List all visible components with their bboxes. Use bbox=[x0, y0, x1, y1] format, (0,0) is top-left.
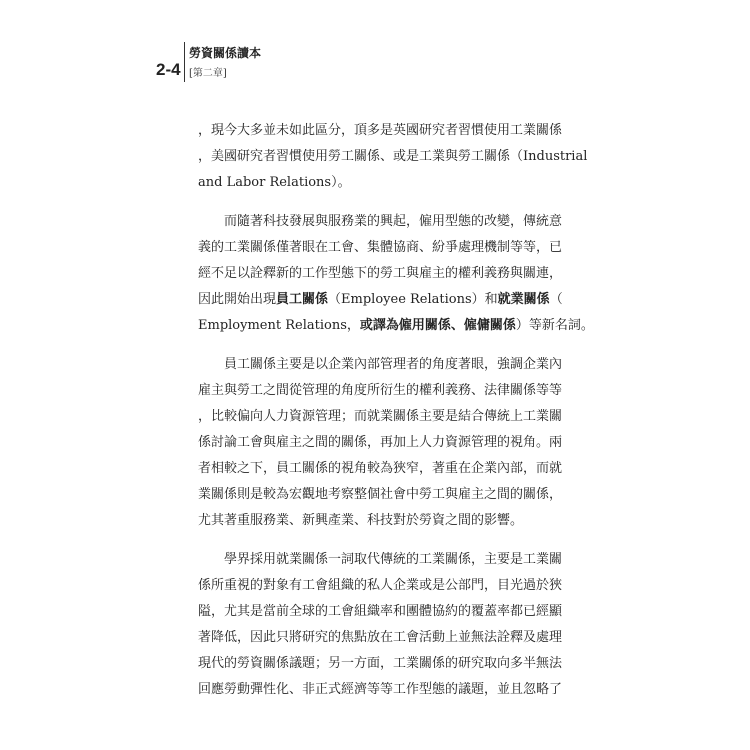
paragraph-1 bbox=[198, 118, 588, 196]
text-line: 雇主與勞工之間從管理的角度所衍生的權利義務、法律關係等等 bbox=[198, 383, 563, 398]
page-number: 2-4 bbox=[156, 60, 181, 79]
text-line: 經不足以詮釋新的工作型態下的勞工與雇主的權利義務與關連， bbox=[198, 266, 563, 281]
text-line: 學界採用就業關係一詞取代傳統的工業關係，主要是工業關 bbox=[198, 552, 563, 567]
paragraph-4 bbox=[198, 547, 572, 703]
text-line: 者相較之下，員工關係的視角較為狹窄，著重在企業內部，而就 bbox=[198, 461, 563, 476]
text-line: 係討論工會與雇主之間的關係，再加上人力資源管理的視角。兩 bbox=[198, 435, 563, 450]
header-divider bbox=[184, 42, 185, 82]
text-line: ，現今大多並未如此區分，頂多是英國研究者習慣使用工業關係 bbox=[198, 123, 563, 138]
running-header bbox=[150, 40, 270, 84]
text-line: ，美國研究者習慣使用勞工關係、或是工業與勞工關係（Industrial bbox=[198, 149, 588, 164]
text-line: 著降低，因此只將研究的焦點放在工會活動上並無法詮釋及處理 bbox=[198, 630, 563, 645]
paragraph-gap bbox=[198, 534, 572, 547]
text-line: 現代的勞資關係議題；另一方面，工業關係的研究取向多半無法 bbox=[198, 656, 563, 671]
text-line: 回應勞動彈性化、非正式經濟等等工作型態的議題，並且忽略了 bbox=[198, 682, 563, 697]
text-run: 因此開始出現 bbox=[198, 292, 277, 307]
text-line: 而隨著科技發展與服務業的興起，僱用型態的改變，傳統意 bbox=[198, 214, 563, 229]
text-line bbox=[198, 313, 594, 339]
text-line: ，比較偏向人力資源管理；而就業關係主要是結合傳統上工業關 bbox=[198, 409, 563, 424]
text-line: 員工關係主要是以企業內部管理者的角度著眼，強調企業內 bbox=[198, 357, 563, 372]
text-line: 義的工業關係僅著眼在工會、集體協商、紛爭處理機制等等，已 bbox=[198, 240, 563, 255]
text-line: and Labor Relations）。 bbox=[198, 175, 351, 190]
paragraph-gap bbox=[198, 339, 572, 352]
text-run: Employment Relations， bbox=[198, 318, 360, 333]
paragraph-gap bbox=[198, 196, 572, 209]
text-line: 尤其著重服務業、新興產業、科技對於勞資之間的影響。 bbox=[198, 513, 524, 528]
book-title: 勞資關係讀本 bbox=[189, 46, 262, 60]
text-line: 係所重視的對象有工會組織的私人企業或是公部門，目光過於狹 bbox=[198, 578, 563, 593]
chapter-label: [第二章] bbox=[189, 68, 227, 79]
text-run: ）等新名詞。 bbox=[515, 318, 594, 333]
text-run: （Employee Relations）和 bbox=[328, 292, 498, 307]
term-employee-relations: 員工關係 bbox=[276, 292, 329, 307]
text-line: 業關係則是較為宏觀地考察整個社會中勞工與雇主之間的關係， bbox=[198, 487, 563, 502]
body-text bbox=[198, 118, 594, 703]
text-run: （ bbox=[549, 292, 563, 307]
text-line bbox=[198, 287, 572, 313]
paragraph-2 bbox=[198, 209, 594, 339]
term-translation: 或譯為僱用關係、僱傭關係 bbox=[359, 318, 516, 333]
term-employment-relations: 就業關係 bbox=[497, 292, 550, 307]
paragraph-3 bbox=[198, 352, 572, 534]
text-line: 隘，尤其是當前全球的工會組織率和團體協約的覆蓋率都已經顯 bbox=[198, 604, 563, 619]
